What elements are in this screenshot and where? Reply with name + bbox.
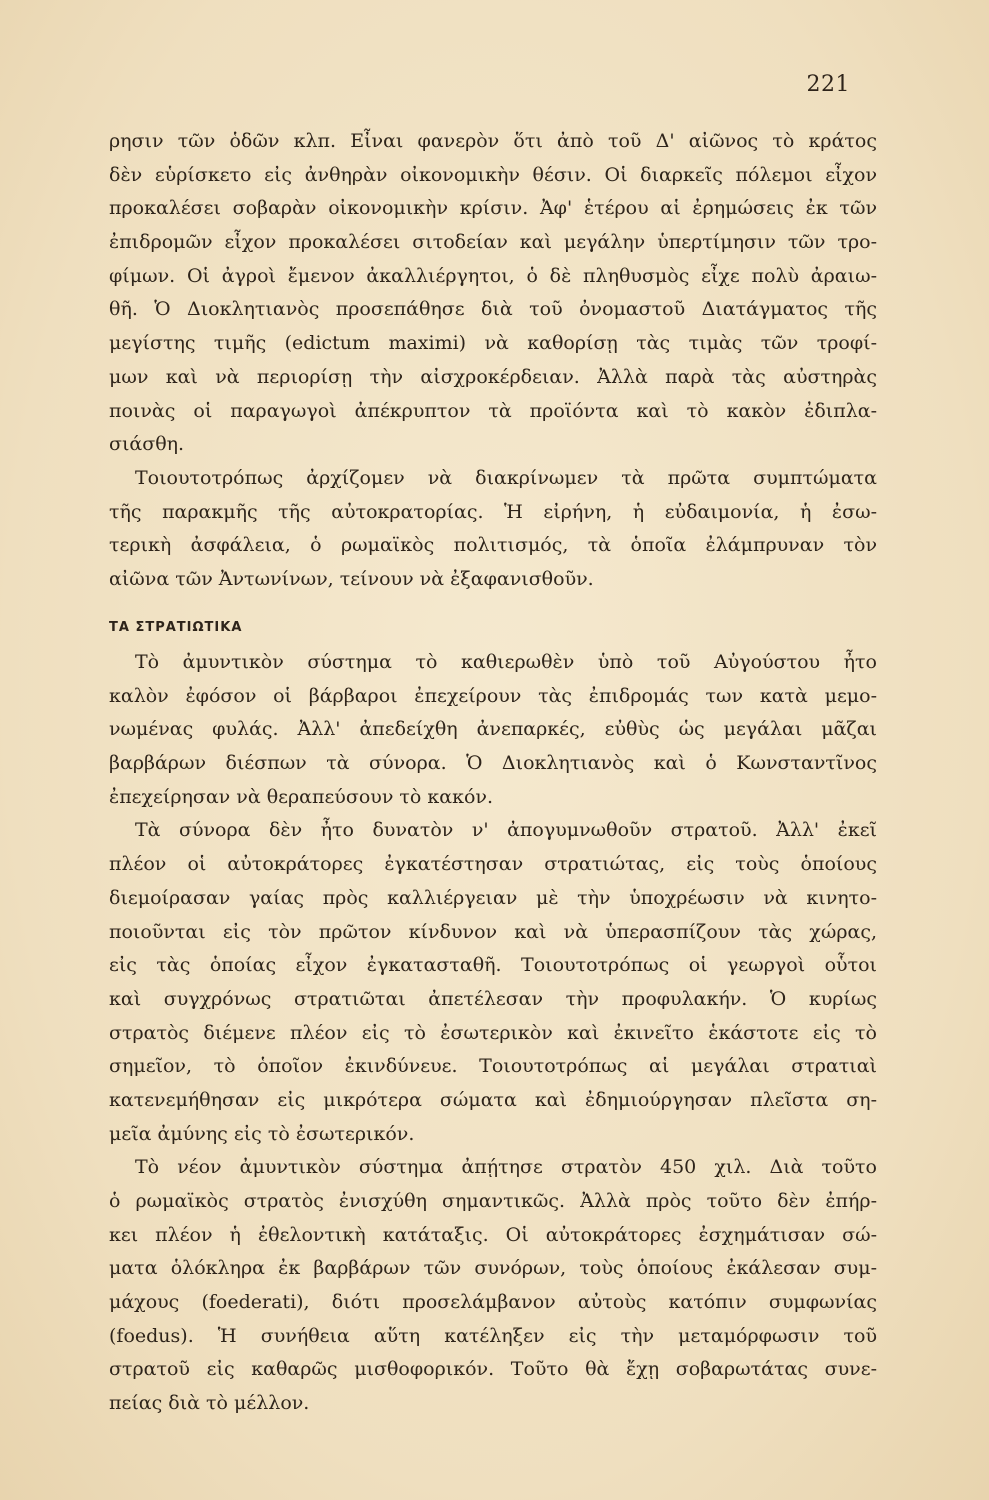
text-line: ποιοῦνται εἰς τὸν πρῶτον κίνδυνον καὶ νὰ ὑπερασπίζουν τὰς χώρας, <box>109 920 877 943</box>
text-line: Τὰ σύνορα δὲν ἦτο δυνατὸν ν' ἀπογυμνωθοῦν στρατοῦ. Ἀλλ' ἐκεῖ <box>135 819 877 842</box>
text-line: μάχους (foederati), διότι προσελάμβανον αὐτοὺς κατόπιν συμφωνίας <box>109 1291 877 1314</box>
text-line: μεῖα ἀμύνης εἰς τὸ ἐσωτερικόν. <box>109 1122 415 1145</box>
text-line: δὲν εὑρίσκετο εἰς ἀνθηρὰν οἰκονομικὴν θέσιν. Οἱ διαρκεῖς πόλεμοι εἶχον <box>109 163 877 186</box>
text-line: (foedus). Ἡ συνήθεια αὕτη κατέληξεν εἰς τὴν μεταμόρφωσιν τοῦ <box>109 1324 877 1347</box>
text-line: θῆ. Ὁ Διοκλητιανὸς προσεπάθησε διὰ τοῦ ὀνομαστοῦ Διατάγματος τῆς <box>109 298 877 321</box>
paragraph-block-military <box>109 646 877 1421</box>
text-line: προκαλέσει σοβαρὰν οἰκονομικὴν κρίσιν. Ἀφ' ἑτέρου αἱ ἐρημώσεις ἐκ τῶν <box>109 197 877 220</box>
paragraph-block-economy <box>109 125 877 597</box>
text-line: διεμοίρασαν γαίας πρὸς καλλιέργειαν μὲ τὴν ὑποχρέωσιν νὰ κινητο- <box>109 886 877 909</box>
text-line: πείας διὰ τὸ μέλλον. <box>109 1392 310 1415</box>
text-line: στρατοῦ εἰς καθαρῶς μισθοφορικόν. Τοῦτο θὰ ἔχῃ σοβαρωτάτας συνε- <box>109 1358 877 1381</box>
text-line: καὶ συγχρόνως στρατιῶται ἀπετέλεσαν τὴν προφυλακήν. Ὁ κυρίως <box>109 987 877 1010</box>
text-line: φίμων. Οἱ ἀγροὶ ἔμενον ἀκαλλιέργητοι, ὁ δὲ πληθυσμὸς εἶχε πολὺ ἀραιω- <box>109 264 877 287</box>
text-line: αἰῶνα τῶν Ἀντωνίνων, τείνουν νὰ ἐξαφανισθοῦν. <box>109 567 594 590</box>
text-line: ρησιν τῶν ὁδῶν κλπ. Εἶναι φανερὸν ὅτι ἀπὸ τοῦ Δ' αἰῶνος τὸ κράτος <box>109 130 877 152</box>
text-line: κει πλέον ἡ ἐθελοντικὴ κατάταξις. Οἱ αὐτοκράτορες ἐσχημάτισαν σώ- <box>109 1223 877 1246</box>
text-line: ποινὰς οἱ παραγωγοὶ ἀπέκρυπτον τὰ προϊόντα καὶ τὸ κακὸν ἐδιπλα- <box>109 399 877 422</box>
text-line: τῆς παρακμῆς τῆς αὐτοκρατορίας. Ἡ εἰρήνη, ἡ εὐδαιμονία, ἡ ἐσω- <box>109 500 877 523</box>
text-line: Τὸ νέον ἀμυντικὸν σύστημα ἀπῄτησε στρατὸν 450 χιλ. Διὰ τοῦτο <box>135 1156 877 1179</box>
text-line: ἐπεχείρησαν νὰ θεραπεύσουν τὸ κακόν. <box>109 785 494 808</box>
text-line: βαρβάρων διέσπων τὰ σύνορα. Ὁ Διοκλητιανὸς καὶ ὁ Κωνσταντῖνος <box>109 752 877 775</box>
text-line: μεγίστης τιμῆς (edictum maximi) νὰ καθορίσῃ τὰς τιμὰς τῶν τροφί- <box>109 332 877 355</box>
text-line: στρατὸς διέμενε πλέον εἰς τὸ ἐσωτερικὸν καὶ ἐκινεῖτο ἑκάστοτε εἰς τὸ <box>109 1021 877 1044</box>
text-line: Τοιουτοτρόπως ἀρχίζομεν νὰ διακρίνωμεν τὰ πρῶτα συμπτώματα <box>135 466 877 489</box>
section-heading: ΤΑ ΣΤΡΑΤΙΩΤΙΚΑ <box>109 620 243 635</box>
text-line: Τὸ ἀμυντικὸν σύστημα τὸ καθιερωθὲν ὑπὸ τοῦ Αὐγούστου ἦτο <box>135 651 877 673</box>
text-line: ὁ ρωμαϊκὸς στρατὸς ἐνισχύθη σημαντικῶς. Ἀλλὰ πρὸς τοῦτο δὲν ἐπήρ- <box>109 1190 877 1212</box>
text-line: σιάσθη. <box>109 433 185 456</box>
page-number: 221 <box>806 72 850 97</box>
text-line: καλὸν ἐφόσον οἱ βάρβαροι ἐπεχείρουν τὰς ἐπιδρομάς των κατὰ μεμο- <box>109 684 877 707</box>
text-line: κατενεμήθησαν εἰς μικρότερα σώματα καὶ ἐδημιούργησαν πλεῖστα ση- <box>109 1088 877 1111</box>
text-line: ἐπιδρομῶν εἶχον προκαλέσει σιτοδείαν καὶ μεγάλην ὑπερτίμησιν τῶν τρο- <box>109 231 877 254</box>
text-line: πλέον οἱ αὐτοκράτορες ἐγκατέστησαν στρατιώτας, εἰς τοὺς ὁποίους <box>109 853 877 876</box>
text-line: ματα ὁλόκληρα ἐκ βαρβάρων τῶν συνόρων, τοὺς ὁποίους ἐκάλεσαν συμ- <box>109 1257 877 1280</box>
text-line: σημεῖον, τὸ ὁποῖον ἐκινδύνευε. Τοιουτοτρόπως αἱ μεγάλαι στρατιαὶ <box>109 1055 877 1078</box>
text-line: εἰς τὰς ὁποίας εἶχον ἐγκατασταθῆ. Τοιουτοτρόπως οἱ γεωργοὶ οὗτοι <box>109 954 877 977</box>
text-line: τερικὴ ἀσφάλεια, ὁ ρωμαϊκὸς πολιτισμός, τὰ ὁποῖα ἐλάμπρυναν τὸν <box>109 534 877 557</box>
text-line: μων καὶ νὰ περιορίσῃ τὴν αἰσχροκέρδειαν. Ἀλλὰ παρὰ τὰς αὐστηρὰς <box>109 365 877 388</box>
text-line: νωμένας φυλάς. Ἀλλ' ἀπεδείχθη ἀνεπαρκές, εὐθὺς ὡς μεγάλαι μᾶζαι <box>109 718 877 741</box>
